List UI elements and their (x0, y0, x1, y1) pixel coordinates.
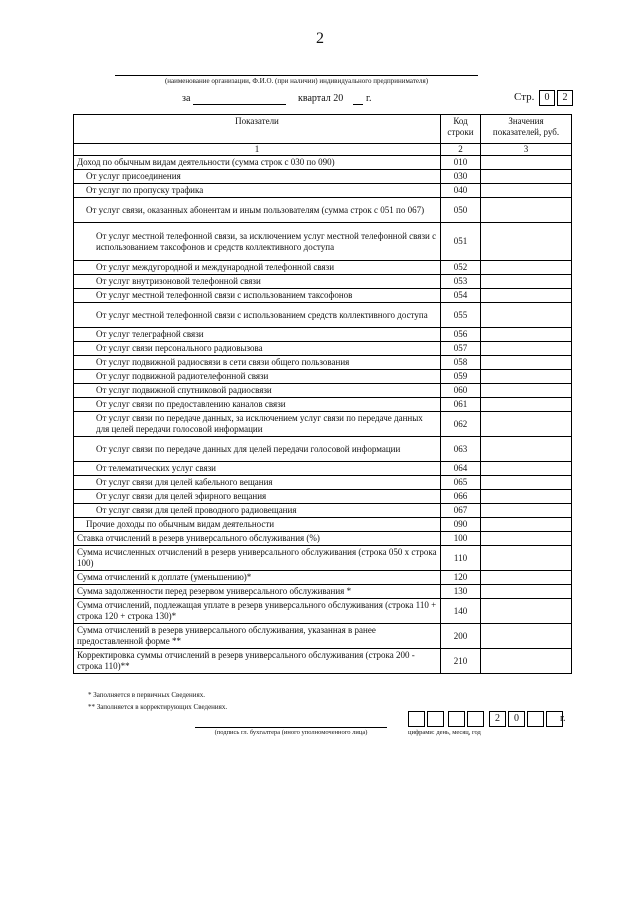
period-kvartal: квартал 20 (298, 93, 344, 104)
row-label: От услуг местной телефонной связи, за исключением услуг местной телефонной связи с использованием таксофонов и средств коллективного доступа (74, 223, 441, 261)
org-name-line[interactable] (115, 75, 478, 76)
table-row (74, 328, 572, 342)
signature-line[interactable] (195, 727, 387, 728)
row-label: От услуг междугородной и международной телефонной связи (74, 261, 441, 275)
table-row (74, 261, 572, 275)
table-row (74, 370, 572, 384)
row-value-cell[interactable] (481, 624, 572, 649)
row-code: 040 (441, 184, 481, 198)
row-label: От услуг подвижной спутниковой радиосвязи (74, 384, 441, 398)
table-row (74, 342, 572, 356)
row-value-cell[interactable] (481, 170, 572, 184)
row-value-cell[interactable] (481, 184, 572, 198)
col-number: 2 (441, 144, 481, 156)
row-label: Прочие доходы по обычным видам деятельности (74, 518, 441, 532)
row-label: От услуг связи по передаче данных, за исключением услуг связи по передаче данных для целей передачи голосовой информации (74, 412, 441, 437)
row-code: 200 (441, 624, 481, 649)
row-value-cell[interactable] (481, 289, 572, 303)
row-label: От услуг присоединения (74, 170, 441, 184)
table-row (74, 412, 572, 437)
row-label: Сумма отчислений, подлежащая уплате в резерв универсального обслуживания (строка 110 + строка 120 + строка 130)* (74, 599, 441, 624)
table-row (74, 437, 572, 462)
row-value-cell[interactable] (481, 223, 572, 261)
org-caption: (наименование организации, Ф.И.О. (при наличии) индивидуального предпринимателя) (164, 77, 429, 85)
row-label: От услуг связи, оказанных абонентам и иным пользователям (сумма строк с 051 по 067) (74, 198, 441, 223)
row-value-cell[interactable] (481, 261, 572, 275)
row-code: 010 (441, 156, 481, 170)
table-row (74, 289, 572, 303)
row-value-cell[interactable] (481, 599, 572, 624)
table-row (74, 532, 572, 546)
signature-caption: (подпись гл. бухгалтера (иного уполномоченного лица) (214, 729, 368, 736)
row-value-cell[interactable] (481, 198, 572, 223)
table-row (74, 184, 572, 198)
row-label: От услуг по пропуску трафика (74, 184, 441, 198)
date-digit-box[interactable] (527, 711, 544, 727)
table-row (74, 398, 572, 412)
row-label: От услуг внутризоновой телефонной связи (74, 275, 441, 289)
table-row (74, 198, 572, 223)
table-row (74, 356, 572, 370)
row-code: 056 (441, 328, 481, 342)
row-value-cell[interactable] (481, 518, 572, 532)
page-digit: 2 (557, 90, 573, 106)
row-code: 054 (441, 289, 481, 303)
period-year-suffix: г. (366, 93, 372, 104)
date-digit-box[interactable]: 2 (489, 711, 506, 727)
table-row (74, 490, 572, 504)
row-code: 059 (441, 370, 481, 384)
row-label: От услуг связи по передаче данных для целей передачи голосовой информации (74, 437, 441, 462)
table-row (74, 599, 572, 624)
date-month-boxes[interactable] (448, 711, 486, 727)
date-day-boxes[interactable] (408, 711, 446, 727)
row-code: 061 (441, 398, 481, 412)
row-code: 057 (441, 342, 481, 356)
year-field[interactable] (353, 104, 363, 105)
date-digit-box[interactable] (408, 711, 425, 727)
row-value-cell[interactable] (481, 532, 572, 546)
row-code: 065 (441, 476, 481, 490)
table-row (74, 275, 572, 289)
row-code: 051 (441, 223, 481, 261)
row-label: От услуг связи персонального радиовызова (74, 342, 441, 356)
row-value-cell[interactable] (481, 571, 572, 585)
date-caption: цифрами: день, месяц, год (408, 729, 481, 736)
row-label: Ставка отчислений в резерв универсального обслуживания (%) (74, 532, 441, 546)
row-code: 100 (441, 532, 481, 546)
table-row (74, 303, 572, 328)
col-number: 1 (74, 144, 441, 156)
footnote-2: ** Заполняется в корректирующих Сведениях. (88, 703, 228, 711)
row-value-cell[interactable] (481, 462, 572, 476)
table-row (74, 624, 572, 649)
table-row (74, 170, 572, 184)
date-digit-box[interactable]: 0 (508, 711, 525, 727)
row-value-cell[interactable] (481, 328, 572, 342)
row-code: 052 (441, 261, 481, 275)
period-za: за (182, 93, 191, 104)
row-value-cell[interactable] (481, 275, 572, 289)
row-value-cell[interactable] (481, 398, 572, 412)
row-value-cell[interactable] (481, 384, 572, 398)
row-label: От услуг местной телефонной связи с использованием таксофонов (74, 289, 441, 303)
row-code: 058 (441, 356, 481, 370)
row-code: 053 (441, 275, 481, 289)
header-indicators: Показатели (74, 115, 441, 144)
page-number: 2 (316, 30, 324, 47)
header-code: Код строки (441, 115, 481, 144)
row-value-cell[interactable] (481, 504, 572, 518)
table-row (74, 223, 572, 261)
table-row (74, 156, 572, 170)
row-label: От услуг связи для целей проводного радиовещания (74, 504, 441, 518)
footnote-1: * Заполняется в первичных Сведениях. (88, 691, 205, 699)
row-code: 110 (441, 546, 481, 571)
row-code: 130 (441, 585, 481, 599)
row-label: Сумма отчислений к доплате (уменьшению)* (74, 571, 441, 585)
row-code: 060 (441, 384, 481, 398)
column-numbers (74, 144, 572, 156)
table-row (74, 384, 572, 398)
row-label: От услуг связи для целей эфирного вещания (74, 490, 441, 504)
date-digit-box[interactable] (448, 711, 465, 727)
row-label: Доход по обычным видам деятельности (сумма строк с 030 по 090) (74, 156, 441, 170)
row-code: 062 (441, 412, 481, 437)
row-code: 210 (441, 649, 481, 674)
row-code: 055 (441, 303, 481, 328)
row-label: От услуг подвижной радиотелефонной связи (74, 370, 441, 384)
row-code: 120 (441, 571, 481, 585)
date-year-suffix: г. (560, 713, 566, 724)
table-row (74, 518, 572, 532)
row-code: 063 (441, 437, 481, 462)
row-value-cell[interactable] (481, 649, 572, 674)
row-code: 064 (441, 462, 481, 476)
table-row (74, 546, 572, 571)
row-value-cell[interactable] (481, 370, 572, 384)
table-row (74, 504, 572, 518)
report-table (73, 114, 572, 674)
row-value-cell[interactable] (481, 342, 572, 356)
row-label: От услуг местной телефонной связи с использованием средств коллективного доступа (74, 303, 441, 328)
page-label: Стр. (514, 91, 535, 103)
row-code: 067 (441, 504, 481, 518)
row-label: От услуг связи по предоставлению каналов связи (74, 398, 441, 412)
row-value-cell[interactable] (481, 356, 572, 370)
page-digit: 0 (539, 90, 555, 106)
row-label: Сумма отчислений в резерв универсального обслуживания, указанная в ранее предоставленной форме ** (74, 624, 441, 649)
row-code: 050 (441, 198, 481, 223)
page-number-boxes (539, 90, 575, 106)
row-value-cell[interactable] (481, 546, 572, 571)
row-label: От услуг телеграфной связи (74, 328, 441, 342)
quarter-field[interactable] (193, 104, 286, 105)
row-code: 030 (441, 170, 481, 184)
table-row (74, 571, 572, 585)
row-value-cell[interactable] (481, 585, 572, 599)
row-label: Сумма исчисленных отчислений в резерв универсального обслуживания (строка 050 х строка 100) (74, 546, 441, 571)
date-digit-box[interactable] (427, 711, 444, 727)
table-row (74, 462, 572, 476)
row-label: От услуг подвижной радиосвязи в сети связи общего пользования (74, 356, 441, 370)
row-value-cell[interactable] (481, 303, 572, 328)
row-code: 066 (441, 490, 481, 504)
header-values: Значения показателей, руб. (481, 115, 572, 144)
row-label: От телематических услуг связи (74, 462, 441, 476)
table-row (74, 585, 572, 599)
col-number: 3 (481, 144, 572, 156)
row-code: 140 (441, 599, 481, 624)
row-value-cell[interactable] (481, 490, 572, 504)
row-label: Корректировка суммы отчислений в резерв универсального обслуживания (строка 200 - строка 110)** (74, 649, 441, 674)
table-row (74, 476, 572, 490)
row-label: От услуг связи для целей кабельного вещания (74, 476, 441, 490)
row-code: 090 (441, 518, 481, 532)
table-row (74, 649, 572, 674)
row-value-cell[interactable] (481, 156, 572, 170)
row-label: Сумма задолженности перед резервом универсального обслуживания * (74, 585, 441, 599)
table-header (74, 115, 572, 144)
row-value-cell[interactable] (481, 437, 572, 462)
row-value-cell[interactable] (481, 412, 572, 437)
date-year-boxes[interactable] (489, 711, 565, 727)
row-value-cell[interactable] (481, 476, 572, 490)
date-digit-box[interactable] (467, 711, 484, 727)
